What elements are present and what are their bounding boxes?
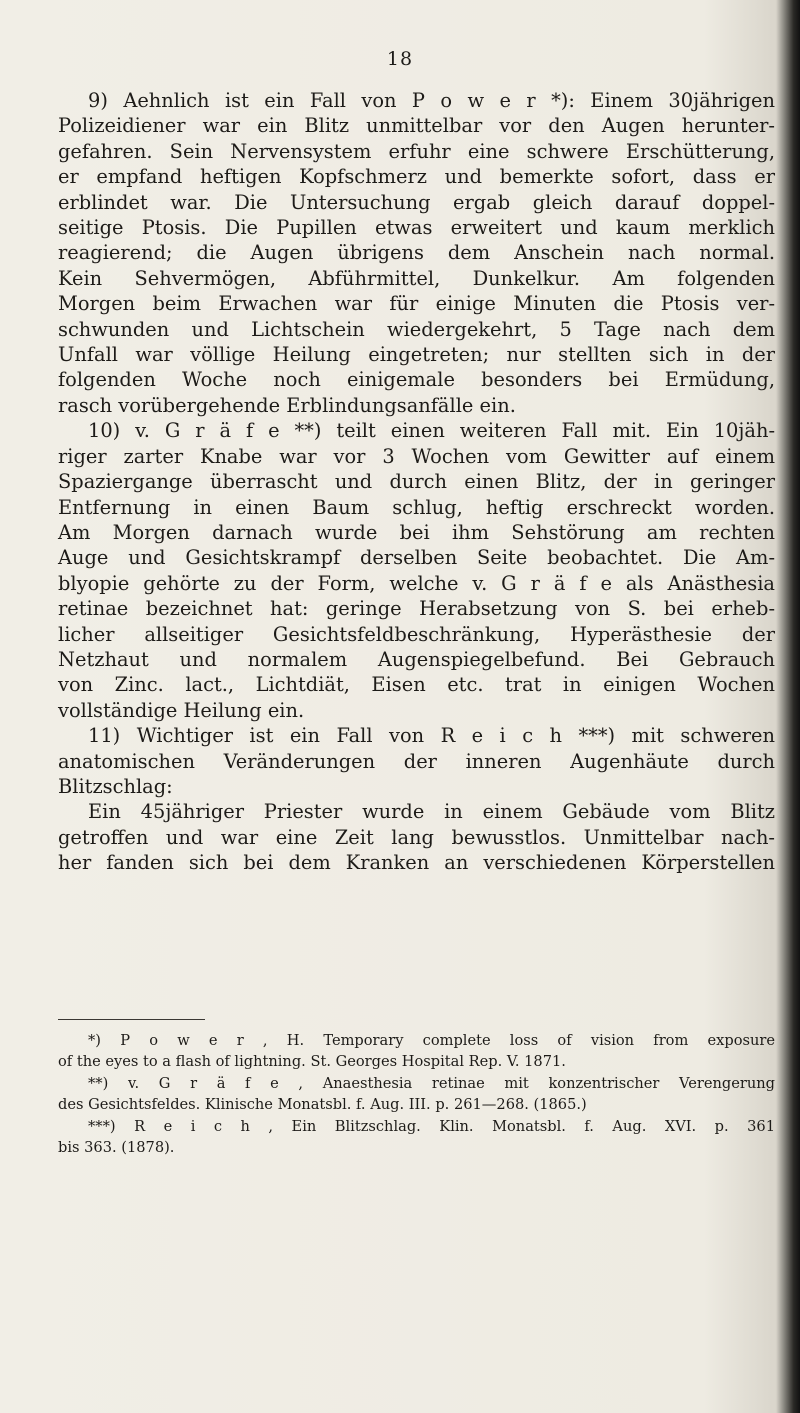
text-line: her fanden sich bei dem Kranken an verschiedenen Körperstellen (58, 851, 775, 875)
body-text (58, 88, 775, 876)
text-line: Unfall war völlige Heilung eingetreten; nur stellten sich in der (58, 343, 775, 367)
paragraph-case-11-description (58, 799, 775, 875)
footnote-power (58, 1030, 775, 1073)
text-line: erblindet war. Die Untersuchung ergab gleich darauf doppel- (58, 190, 775, 214)
text-line: retinae bezeichnet hat: geringe Herabsetzung von S. bei erheb- (58, 597, 775, 621)
text-line: Am Morgen darnach wurde bei ihm Sehstörung am rechten (58, 520, 775, 544)
text-line: Morgen beim Erwachen war für einige Minuten die Ptosis ver- (58, 292, 775, 316)
text-line: Entfernung in einen Baum schlug, heftig erschreckt worden. (58, 495, 775, 519)
text-line: seitige Ptosis. Die Pupillen etwas erweitert und kaum merklich (58, 216, 775, 240)
page-number: 18 (386, 48, 414, 70)
text-line: rasch vorübergehende Erblindungsanfälle ein. (58, 393, 516, 417)
text-line: Polizeidiener war ein Blitz unmittelbar vor den Augen herunter- (58, 114, 775, 138)
text-line: Ein 45jähriger Priester wurde in einem Gebäude vom Blitz (88, 800, 775, 824)
text-line: riger zarter Knabe war vor 3 Wochen vom Gewitter auf einem (58, 444, 775, 468)
text-line: getroffen und war eine Zeit lang bewusstlos. Unmittelbar nach- (58, 825, 775, 849)
text-line: von Zinc. lact., Lichtdiät, Eisen etc. trat in einigen Wochen (58, 673, 775, 697)
text-line: licher allseitiger Gesichtsfeldbeschränkung, Hyperästhesie der (58, 622, 775, 646)
footnote-line: des Gesichtsfeldes. Klinische Monatsbl. f. Aug. III. p. 261—268. (1865.) (58, 1096, 587, 1114)
text-line: vollständige Heilung ein. (58, 698, 305, 722)
text-line: folgenden Woche noch einigemale besonders bei Ermüdung, (58, 368, 775, 392)
footnote-reich (58, 1116, 775, 1159)
text-line: 10) v. G r ä f e **) teilt einen weiteren Fall mit. Ein 10jäh- (88, 419, 775, 443)
text-line: er empfand heftigen Kopfschmerz und bemerkte sofort, dass er (58, 165, 775, 189)
text-line: 9) Aehnlich ist ein Fall von P o w e r *): Einem 30jährigen (88, 89, 775, 112)
footnote-line: bis 363. (1878). (58, 1139, 175, 1157)
paragraph-case-9 (58, 88, 775, 418)
text-line: gefahren. Sein Nervensystem erfuhr eine schwere Erschütterung, (58, 139, 775, 163)
text-line: reagierend; die Augen übrigens dem Anschein nach normal. (58, 241, 775, 265)
footnote-graefe (58, 1073, 775, 1116)
footnotes (58, 1030, 775, 1158)
footnote-line: of the eyes to a flash of lightning. St. Georges Hospital Rep. V. 1871. (58, 1053, 566, 1071)
paragraph-case-11 (58, 723, 775, 799)
text-line: Blitzschlag: (58, 774, 173, 798)
text-line: Auge und Gesichtskrampf derselben Seite beobachtet. Die Am- (58, 546, 775, 570)
text-line: Kein Sehvermögen, Abführmittel, Dunkelkur. Am folgenden (58, 266, 775, 290)
footnote-line: **) v. G r ä f e , Anaesthesia retinae mit konzentrischer Verengerung (88, 1074, 775, 1092)
footnote-line: ***) R e i c h , Ein Blitzschlag. Klin. Monatsbl. f. Aug. XVI. p. 361 (88, 1117, 775, 1135)
text-line: blyopie gehörte zu der Form, welche v. G r ä f e als Anästhesia (58, 571, 775, 595)
text-line: Netzhaut und normalem Augenspiegelbefund. Bei Gebrauch (58, 647, 775, 671)
text-line: Spaziergange überrascht und durch einen Blitz, der in geringer (58, 470, 775, 494)
text-line: anatomischen Veränderungen der inneren Augenhäute durch (58, 749, 775, 773)
text-line: 11) Wichtiger ist ein Fall von R e i c h ***) mit schweren (88, 724, 775, 748)
paragraph-case-10 (58, 418, 775, 723)
footnote-divider (58, 1019, 205, 1020)
text-line: schwunden und Lichtschein wiedergekehrt, 5 Tage nach dem (58, 317, 775, 341)
footnote-line: *) P o w e r , H. Temporary complete loss of vision from exposure (88, 1032, 775, 1049)
